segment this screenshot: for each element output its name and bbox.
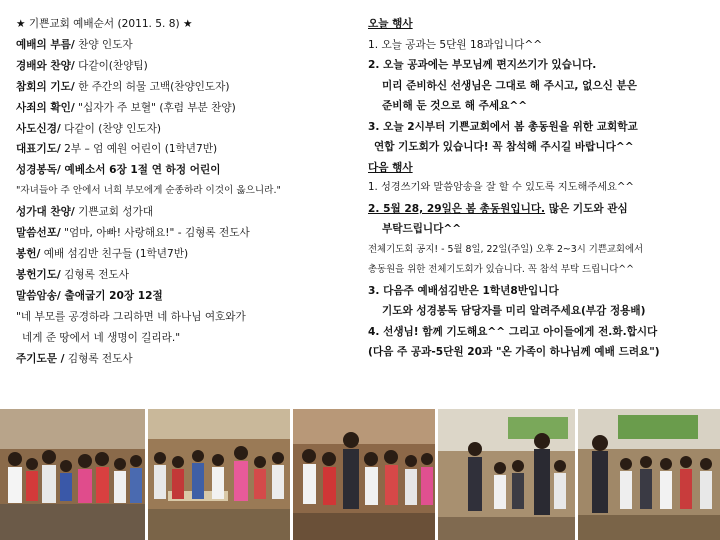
- scripture-quote: "자녀들아 주 안에서 너희 부모에게 순종하라 이것이 옳으니라.": [16, 185, 281, 197]
- next-events-heading: 다음 행사: [368, 161, 413, 174]
- order-item: 봉헌기도/ 김형록 전도사: [16, 268, 129, 281]
- order-item: 사도신경/ 다같이 (찬양 인도자): [16, 122, 162, 135]
- today-event-2-cont: 미리 준비하신 선생님은 그대로 해 주시고, 없으신 분은: [382, 79, 637, 92]
- next-event-2: 2. 5월 28, 29일은 봄 총동원입니다. 많은 기도와 관심: [368, 202, 628, 215]
- order-item: 성가대 찬양/ 기쁜교회 성가대: [16, 206, 154, 219]
- next-event-1: 1. 성경쓰기와 말씀암송을 잘 할 수 있도록 지도해주세요^^: [368, 182, 634, 193]
- today-event-2-cont: 준비해 둔 것으로 해 주세요^^: [382, 100, 528, 112]
- event-photo-4: [438, 409, 575, 540]
- today-event-3: 3. 오늘 2시부터 기쁜교회에서 봄 총동원을 위한 교회학교: [368, 120, 638, 133]
- next-event-3: 3. 다음주 예배섬김반은 1학년8반입니다: [368, 284, 559, 297]
- next-event-3-cont: 기도와 성경봉독 담당자를 미리 알려주세요(부감 정용배): [382, 305, 646, 317]
- event-photo-1: [0, 409, 145, 540]
- order-header: ★ 기쁜교회 예배순서 (2011. 5. 8) ★: [16, 18, 193, 30]
- today-events-heading: 오늘 행사: [368, 18, 413, 30]
- order-item: 사죄의 확인/ "십자가 주 보혈" (후렴 부분 찬양): [16, 101, 236, 114]
- order-item: 경배와 찬양/ 다같이(찬양팀): [16, 59, 148, 72]
- order-item: 예배의 부름/ 찬양 인도자: [16, 38, 133, 51]
- event-photo-2: [148, 409, 290, 540]
- order-item: 대표기도/ 2부 – 엄 예원 어린이 (1학년7반): [16, 143, 218, 156]
- today-event-1: 1. 오늘 공과는 5단원 18과입니다^^: [368, 38, 543, 51]
- announcements-column: [368, 14, 710, 363]
- order-item: 말씀암송/ 출애굽기 20장 12절: [16, 289, 163, 302]
- order-item: 말씀선포/ "엄마, 아빠! 사랑해요!" - 김형록 전도사: [16, 227, 250, 240]
- worship-order-column: [16, 14, 346, 369]
- memory-verse-line1: "네 부모를 공경하라 그리하면 네 하나님 여호와가: [16, 310, 246, 323]
- next-event-4: 4. 선생님! 함께 기도해요^^ 그리고 아이들에게 전.화.합시다: [368, 325, 658, 338]
- next-event-2-cont: 부탁드립니다^^: [382, 223, 462, 235]
- order-item: 성경봉독/ 예베소서 6장 1절 연 하정 어린이: [16, 164, 221, 177]
- memory-verse-line2: 네게 준 땅에서 네 생명이 길리라.": [22, 331, 181, 344]
- closing-item: 주기도문 / 김형록 전도사: [16, 352, 133, 365]
- photo-strip: [0, 409, 720, 540]
- order-item: 참회의 기도/ 한 주간의 허물 고백(찬양인도자): [16, 80, 230, 93]
- today-event-2: 2. 오늘 공과에는 부모님께 편지쓰기가 있습니다.: [368, 59, 597, 71]
- order-item: 봉헌/ 예배 섬김반 친구들 (1학년7반): [16, 247, 189, 260]
- prayer-notice-line1: 전체기도회 공지! - 5월 8일, 22일(주일) 오후 2~3시 기쁜교회에서: [368, 243, 644, 255]
- prayer-notice-line2: 총동원을 위한 전체기도회가 있습니다. 꼭 참석 부탁 드립니다^^: [368, 264, 634, 275]
- event-photo-5: [578, 409, 720, 540]
- event-photo-3: [293, 409, 435, 540]
- next-event-5: (다음 주 공과-5단원 20과 "온 가족이 하나님께 예배 드려요"): [368, 346, 660, 358]
- today-event-3-cont: 연합 기도회가 있습니다! 꼭 참석해 주시길 바랍니다^^: [374, 141, 634, 153]
